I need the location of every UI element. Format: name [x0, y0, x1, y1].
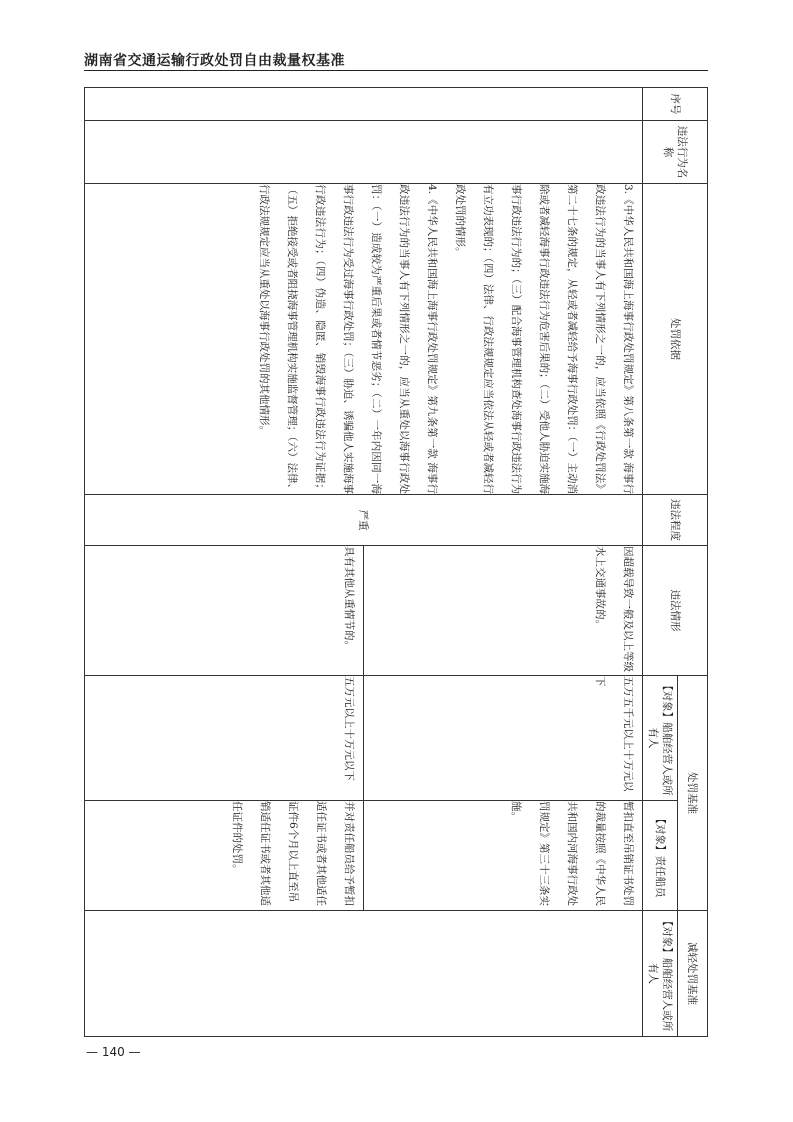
page-number: — 140 — — [86, 1045, 141, 1059]
cell-penalty-basis — [85, 184, 643, 495]
cell-circumstance-1: 因超载导致一般及以上等级水上交通事故的。 — [364, 546, 643, 676]
page-header-title: 湖南省交通运输行政处罚自由裁量权基准 — [84, 53, 345, 69]
header-reduced-standard: 减轻处罚基准 — [678, 911, 708, 1037]
cell-seq — [85, 88, 643, 121]
header-penalty-crew: 【对象】责任船员 — [643, 801, 678, 911]
rotated-table-container — [85, 87, 708, 1036]
cell-crew-penalty-1: 暂扣直至吊销证书处罚的裁量按照《中华人民共和国内河海事行政处罚规定》第三十三条实施。 — [364, 801, 643, 911]
penalty-standard-table — [84, 87, 708, 1037]
header-violation-name: 违法行为名称 — [643, 121, 708, 184]
cell-violation-degree: 严重 — [85, 495, 643, 546]
cell-owner-penalty-1: 五万五千元以上十万元以下 — [364, 676, 643, 801]
cell-circumstance-2: 具有其他从重情节的。 — [85, 546, 364, 676]
cell-crew-penalty-2: 并对责任船员给予暂扣适任证书或者其他适任证件6个月以上直至吊销适任证书或者其他适任证件的处罚。 — [85, 801, 364, 911]
header-violation-degree: 违法程度 — [643, 495, 708, 546]
header-rule — [84, 70, 708, 71]
cell-reduced-owner — [85, 911, 643, 1037]
cell-owner-penalty-2: 五万元以上十万元以下 — [85, 676, 364, 801]
basis-item-3: 3.《中华人民共和国海上海事行政处罚规定》第八条第一款 海事行政违法行为的当事人有下列情形之一的，应当依照《行政处罚法》第二十七条的规定，从轻或者减轻给予海事行政处罚：（一）主动消除或者减轻海事行政违法行为危害后果的；（二）受他人胁迫实施海事行政违法行为的；（三）配合海事管理机构查处海事行政违法行为有立功表现的；（四）法律、行政法规规定应当依法从轻或者减轻行政处罚的情形。 — [454, 184, 634, 494]
header-penalty-basis: 处罚依据 — [643, 184, 708, 495]
header-seq: 序号 — [643, 88, 708, 121]
basis-item-4: 4.《中华人民共和国海上海事行政处罚规定》第九条第一款 海事行政违法行为的当事人有下列情形之一的，应当从重处以海事行政处罚：（一）造成较为严重后果或者情节恶劣；（二）一年内因同一海事行政违法行为受过海事行政处罚；（三）胁迫、诱骗他人实施海事行政违法行为；（四）伪造、隐匿、销毁海事行政违法行为证据；（五）拒绝接受或者阻挠海事管理机构实施监督管理；（六）法律、行政法规规定应当从重处以海事行政处罚的其他情形。 — [258, 184, 438, 494]
cell-violation-name — [85, 121, 643, 184]
header-violation-circumstance: 违法情形 — [643, 546, 708, 676]
header-reduced-owner: 【对象】船舶经营人或所有人 — [643, 911, 678, 1037]
header-penalty-standard: 处罚基准 — [678, 676, 708, 911]
header-penalty-owner: 【对象】船舶经营人或所有人 — [643, 676, 678, 801]
